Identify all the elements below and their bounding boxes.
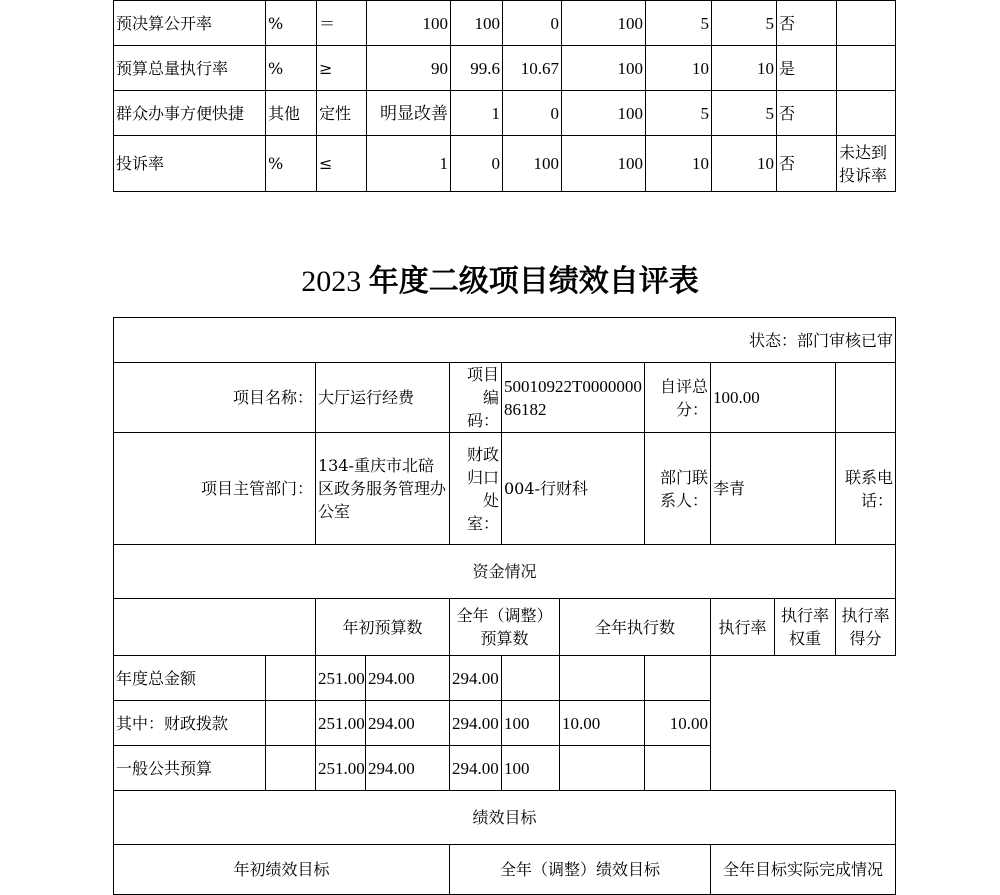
- funds-rate: [502, 656, 560, 701]
- indicator-row: [114, 91, 896, 136]
- indicator-cell: 10: [712, 136, 777, 192]
- goals-section-header: 绩效目标: [114, 791, 896, 845]
- project-name: 大厅运行经费: [316, 363, 450, 433]
- funds-row-label: 一般公共预算: [114, 746, 266, 791]
- indicator-cell: 预决算公开率: [114, 1, 266, 46]
- indicator-cell: 10: [646, 46, 712, 91]
- indicator-cell: 5: [646, 91, 712, 136]
- funds-score: 10.00: [645, 701, 711, 746]
- goals-header-initial: 年初绩效目标: [114, 845, 450, 895]
- funds-header-adjusted: 全年（调整）预算数: [450, 599, 560, 656]
- indicator-cell: 5: [646, 1, 712, 46]
- indicator-cell: ≤: [317, 136, 367, 192]
- funds-adjusted: 294.00: [366, 656, 450, 701]
- indicator-cell: 100: [562, 91, 646, 136]
- indicator-cell: %: [266, 136, 317, 192]
- indicator-cell: 1: [367, 136, 451, 192]
- indicator-row: [114, 136, 896, 192]
- dept-label: 项目主管部门：: [114, 433, 316, 545]
- funds-score: [645, 746, 711, 791]
- title-year: 2023: [301, 265, 362, 298]
- indicator-cell: %: [266, 46, 317, 91]
- funds-row-label: 其中：财政拨款: [114, 701, 266, 746]
- indicator-cell: 预算总量执行率: [114, 46, 266, 91]
- funds-row-label: 年度总金额: [114, 656, 266, 701]
- funds-row: [114, 656, 896, 701]
- phone-label: 联系电话：: [836, 433, 896, 545]
- indicator-cell: 0: [503, 1, 562, 46]
- indicator-cell: 1: [451, 91, 503, 136]
- funds-header-score: 执行率得分: [836, 599, 896, 656]
- indicator-cell: 是: [777, 46, 837, 91]
- funds-corner-cell: [114, 599, 316, 656]
- funds-weight: 10.00: [560, 701, 645, 746]
- indicator-cell: %: [266, 1, 317, 46]
- indicator-cell: 0: [451, 136, 503, 192]
- funds-header-rate: 执行率: [711, 599, 775, 656]
- indicator-cell: 未达到投诉率: [837, 136, 896, 192]
- indicator-cell: 100: [562, 136, 646, 192]
- empty-cell: [836, 363, 896, 433]
- funds-header-executed: 全年执行数: [560, 599, 711, 656]
- page-title: [0, 262, 1000, 302]
- funds-executed: 294.00: [450, 701, 502, 746]
- contact-label: 部门联系人：: [645, 433, 711, 545]
- indicator-cell: [837, 91, 896, 136]
- indicator-cell: 0: [503, 91, 562, 136]
- funds-section-header: 资金情况: [114, 545, 896, 599]
- funds-rate: 100: [502, 701, 560, 746]
- indicator-cell: 5: [712, 91, 777, 136]
- funds-adjusted: 294.00: [366, 701, 450, 746]
- indicator-cell: [837, 1, 896, 46]
- goals-header-actual: 全年目标实际完成情况: [711, 845, 896, 895]
- indicator-cell: 明显改善: [367, 91, 451, 136]
- indicator-cell: 100: [451, 1, 503, 46]
- project-code: 50010922T000000086182: [502, 363, 645, 433]
- funds-weight: [560, 746, 645, 791]
- indicator-cell: 否: [777, 136, 837, 192]
- indicator-cell: ≥: [317, 46, 367, 91]
- goals-header-adjusted: 全年（调整）绩效目标: [450, 845, 711, 895]
- indicator-cell: 其他: [266, 91, 317, 136]
- performance-form: [113, 317, 896, 895]
- funds-score: [645, 656, 711, 701]
- indicator-cell: 否: [777, 91, 837, 136]
- indicator-cell: 群众办事方便快捷: [114, 91, 266, 136]
- indicator-cell: 90: [367, 46, 451, 91]
- indicator-cell: 100: [562, 1, 646, 46]
- indicator-cell: 99.6: [451, 46, 503, 91]
- indicator-cell: [837, 46, 896, 91]
- dept-value: 134-重庆市北碚区政务服务管理办公室: [316, 433, 450, 545]
- indicator-row: [114, 1, 896, 46]
- indicator-cell: 5: [712, 1, 777, 46]
- indicator-cell: 10: [646, 136, 712, 192]
- funds-adjusted: 294.00: [366, 746, 450, 791]
- indicator-cell: 100: [503, 136, 562, 192]
- indicator-cell: 100: [562, 46, 646, 91]
- indicator-cell: 定性: [317, 91, 367, 136]
- indicator-cell: 10: [712, 46, 777, 91]
- funds-header-weight: 执行率权重: [775, 599, 836, 656]
- indicator-cell: 10.67: [503, 46, 562, 91]
- indicator-row: [114, 46, 896, 91]
- funds-header-initial: 年初预算数: [316, 599, 450, 656]
- indicator-table: [113, 0, 896, 192]
- indicator-cell: ＝: [317, 1, 367, 46]
- funds-row: [114, 746, 896, 791]
- funds-executed: 294.00: [450, 656, 502, 701]
- funds-row: [114, 701, 896, 746]
- funds-initial: 251.00: [316, 656, 366, 701]
- funds-rate: 100: [502, 746, 560, 791]
- funds-executed: 294.00: [450, 746, 502, 791]
- office-value: 004-行财科: [502, 433, 645, 545]
- funds-weight: [560, 656, 645, 701]
- funds-initial: 251.00: [316, 746, 366, 791]
- indicator-cell: 100: [367, 1, 451, 46]
- contact-value: 李青: [711, 433, 836, 545]
- score-label: 自评总分：: [645, 363, 711, 433]
- indicator-cell: 投诉率: [114, 136, 266, 192]
- indicator-cell: 否: [777, 1, 837, 46]
- funds-initial: 251.00: [316, 701, 366, 746]
- project-name-label: 项目名称：: [114, 363, 316, 433]
- title-text: 年度二级项目绩效自评表: [368, 265, 699, 298]
- status-cell: 状态：部门审核已审: [114, 318, 896, 363]
- self-score: 100.00: [711, 363, 836, 433]
- project-code-label: 项目编码：: [450, 363, 502, 433]
- office-label: 财政归口处室：: [450, 433, 502, 545]
